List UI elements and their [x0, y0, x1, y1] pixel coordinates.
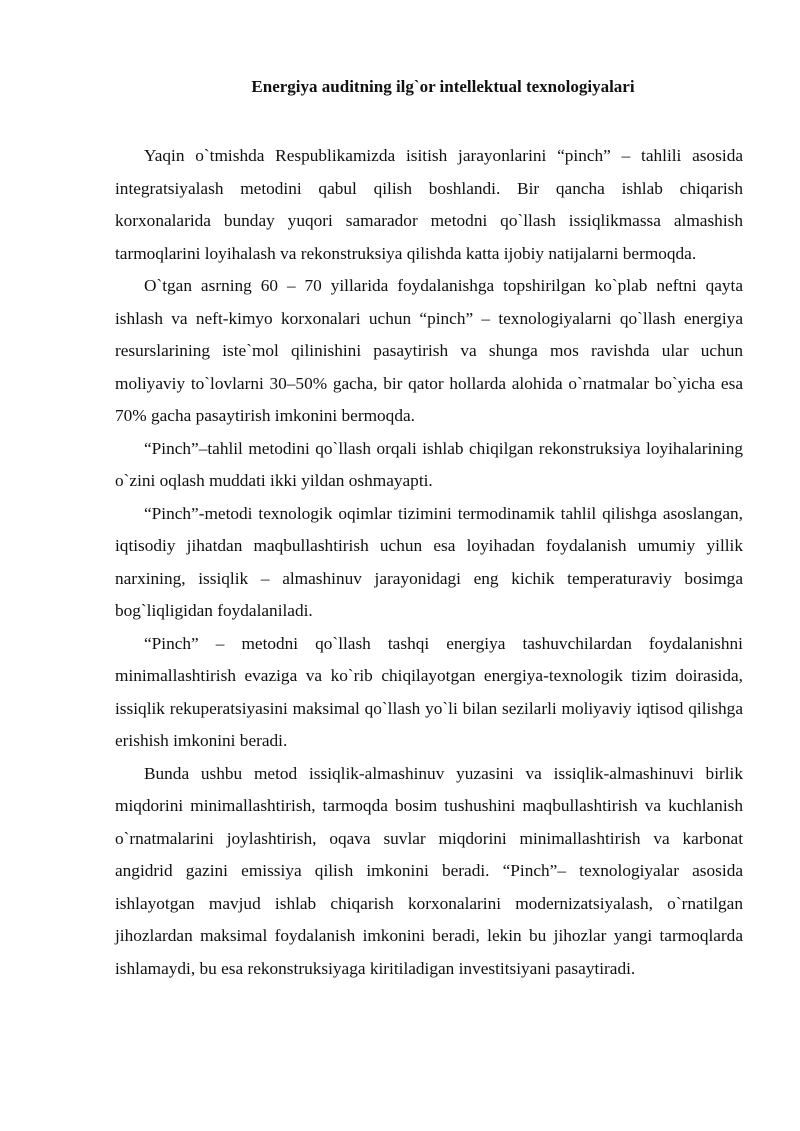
document-body — [115, 140, 743, 985]
paragraph-5: “Pinch” – metodni qo`llash tashqi energiya tashuvchilardan foydalanishni minimallashtirish evaziga va ko`rib chiqilayotgan energiya-texnologik tizim doirasida, issiqlik rekuperatsiyasini maksimal qo`llash yo`li bilan sezilarli moliyaviy iqtisod qilishga erishish imkonini beradi. — [115, 633, 743, 750]
paragraph-1: Yaqin o`tmishda Respublikamizda isitish jarayonlarini “pinch” – tahlili asosida integratsiyalash metodini qabul qilish boshlandi. Bir qancha ishlab chiqarish korxonalarida bunday yuqori samarador metodni qo`llash issiqlikmassa almashish tarmoqlarini loyihalash va rekonstruksiya qilishda katta ijobiy natijalarni bermoqda. — [115, 146, 743, 263]
paragraph-2: O`tgan asrning 60 – 70 yillarida foydalanishga topshirilgan ko`plab neftni qayta ishlash va neft-kimyo korxonalari uchun “pinch” – texnologiyalarni qo`llash energiya resurslarining iste`mol qilinishini pasaytirish va shunga mos ravishda ular uchun moliyaviy to`lovlarni 30–50% gacha, bir qator hollarda alohida o`rnatmalar bo`yicha esa 70% gacha pasaytirish imkonini bermoqda. — [115, 276, 743, 425]
paragraph-4: “Pinch”-metodi texnologik oqimlar tizimini termodinamik tahlil qilishga asoslangan, iqtisodiy jihatdan maqbullashtirish uchun esa loyihadan foydalanish umumiy yillik narxining, issiqlik – almashinuv jarayonidagi eng kichik temperaturaviy bosimga bog`liqligidan foydalaniladi. — [115, 503, 743, 620]
paragraph-6: Bunda ushbu metod issiqlik-almashinuv yuzasini va issiqlik-almashinuvi birlik miqdorini minimallashtirish, tarmoqda bosim tushushini maqbullashtirish va kuchlanish o`rnatmalarini joylashtirish, oqava suvlar miqdorini minimallashtirish va karbonat angidrid gazini emissiya qilish imkonini beradi. “Pinch”– texnologiyalar asosida ishlayotgan mavjud ishlab chiqarish korxonalarini modernizatsiyalash, o`rnatilgan jihozlardan maksimal foydalanish imkonini beradi, lekin bu jihozlar yangi tarmoqlarda ishlamaydi, bu esa rekonstruksiyaga kiritiladigan investitsiyani pasaytiradi. — [115, 763, 743, 978]
document-title: Energiya auditning ilg`or intellektual texnologiyalari — [251, 77, 635, 96]
paragraph-3: “Pinch”–tahlil metodini qo`llash orqali ishlab chiqilgan rekonstruksiya loyihalarining o`zini oqlash muddati ikki yildan oshmayapti. — [115, 438, 743, 490]
